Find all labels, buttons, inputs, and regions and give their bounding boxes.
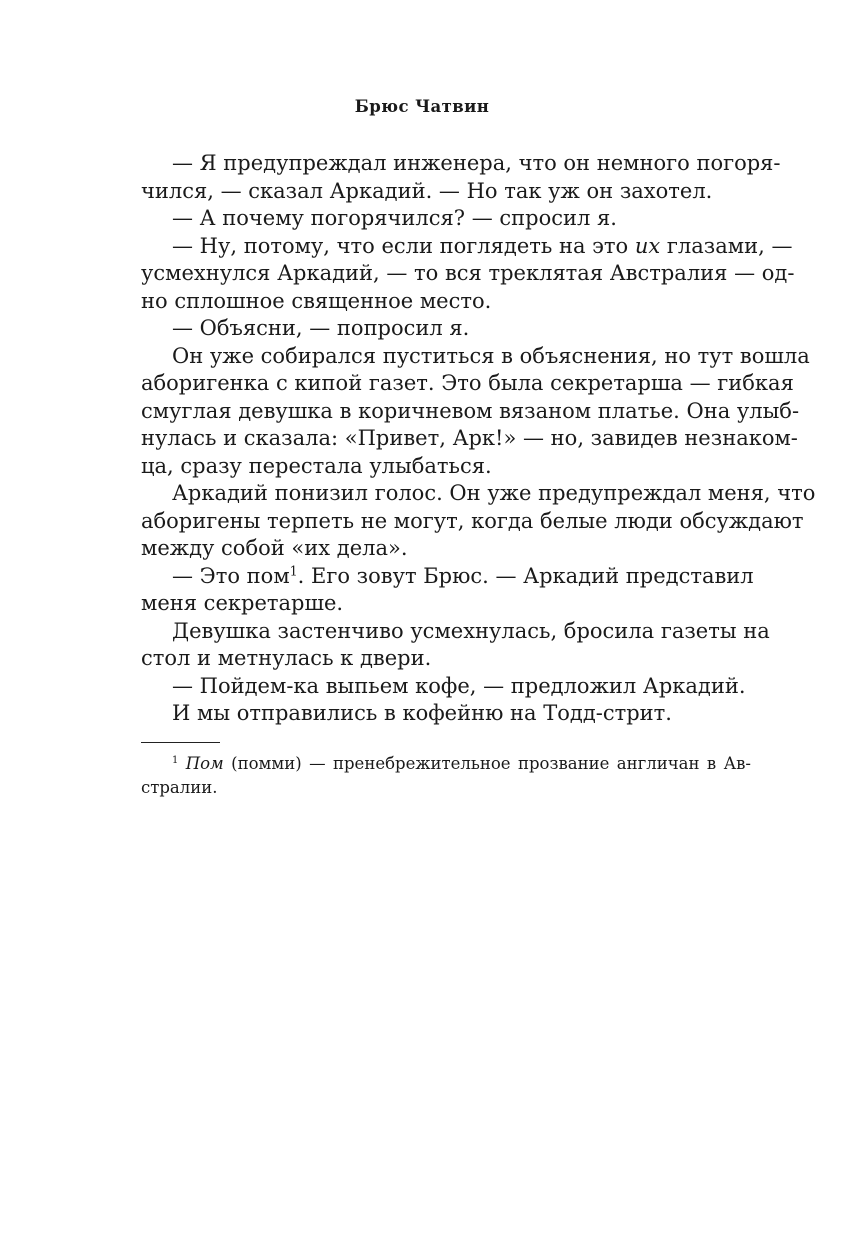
text-line: аборигены терпеть не могут, когда белые люди обсуждают	[141, 508, 804, 533]
main-text	[141, 150, 816, 728]
footnote-ref[interactable]: 1	[289, 562, 298, 578]
text-line: ца, сразу перестала улыбаться.	[141, 453, 492, 478]
text-line: стол и метнулась к двери.	[141, 646, 432, 670]
text-line: — Пойдем-ка выпьем кофе, — предложил Аркадий.	[172, 673, 746, 698]
text-fragment: глазами, —	[660, 233, 793, 258]
footnote-block	[141, 752, 751, 800]
text-line: но сплошное священное место.	[141, 288, 492, 313]
footnote-marker: 1	[172, 755, 179, 767]
text-line: смуглая девушка в коричневом вязаном платье. Она улыб-	[141, 398, 800, 423]
text-line: Он уже собирался пуститься в объяснения, но тут вошла	[172, 343, 810, 368]
running-header: Брюс Чатвин	[354, 97, 490, 116]
text-fragment: — Это пом	[172, 563, 290, 588]
text-line	[141, 562, 754, 591]
text-line	[141, 233, 793, 261]
text-line: усмехнулся Аркадий, — то вся треклятая Австралия — од-	[141, 261, 795, 285]
text-line: Аркадий понизил голос. Он уже предупреждал меня, что	[172, 481, 816, 505]
footnote-term: Пом	[185, 754, 224, 773]
text-line: — Объясни, — попросил я.	[172, 316, 470, 340]
text-line: — Я предупреждал инженера, что он немного погоря-	[172, 151, 781, 175]
text-fragment: . Его зовут Брюс. — Аркадий представил	[297, 563, 754, 588]
text-line: чился, — сказал Аркадий. — Но так уж он захотел.	[141, 178, 713, 203]
text-line: нулась и сказала: «Привет, Арк!» — но, завидев незнаком-	[141, 426, 798, 450]
text-line: меня секретарше.	[141, 591, 344, 615]
footnote-line: стралии.	[141, 778, 218, 797]
text-line: аборигенка с кипой газет. Это была секретарша — гибкая	[141, 371, 794, 395]
text-line: Девушка застенчиво усмехнулась, бросила газеты на	[172, 618, 770, 643]
footnote-line	[141, 752, 751, 776]
text-line: — А почему погорячился? — спросил я.	[172, 206, 617, 230]
footnote-text: (помми) — пренебрежительное прозвание англичан в Ав-	[223, 754, 751, 773]
footnote-separator	[141, 742, 220, 743]
text-line: между собой «их дела».	[141, 536, 408, 560]
text-fragment: — Ну, потому, что если поглядеть на это	[172, 233, 635, 258]
text-line: И мы отправились в кофейню на Тодд-стрит.	[172, 701, 672, 725]
italic-emphasis: их	[634, 233, 661, 258]
